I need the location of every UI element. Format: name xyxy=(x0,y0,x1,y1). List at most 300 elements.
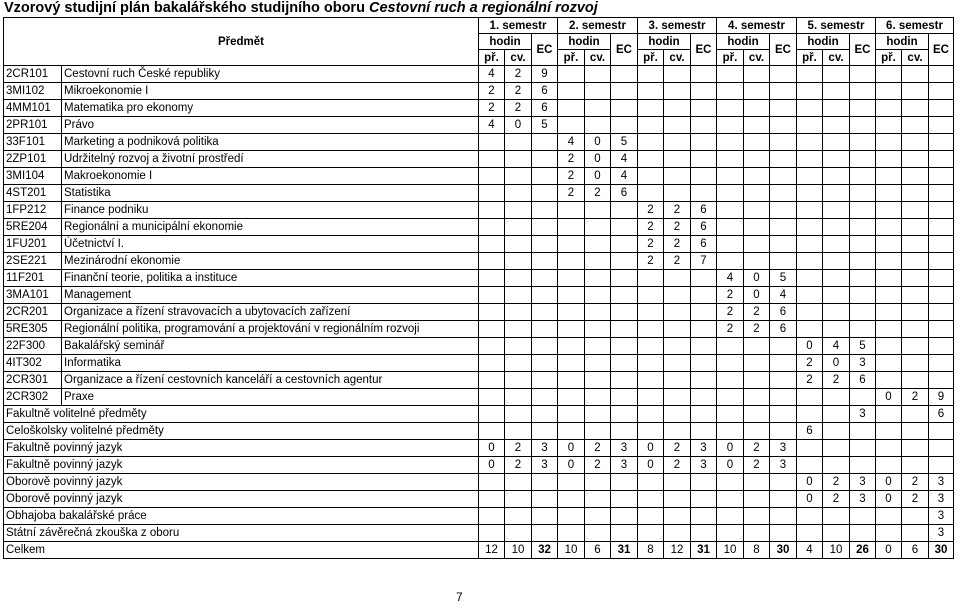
course-name: Organizace a řízení stravovacích a ubytovacích zařízení xyxy=(62,304,479,321)
empty-cell xyxy=(876,83,902,100)
empty-cell xyxy=(902,151,929,168)
ec-header: EC xyxy=(929,34,954,66)
course-name: Regionální a municipální ekonomie xyxy=(62,219,479,236)
empty-cell xyxy=(558,372,585,389)
empty-cell xyxy=(850,219,876,236)
row-value: 2 xyxy=(505,440,532,457)
empty-cell xyxy=(717,185,744,202)
course-value: 2 xyxy=(638,202,664,219)
empty-cell xyxy=(902,66,929,83)
empty-cell xyxy=(744,236,770,253)
exercise-header: cv. xyxy=(902,50,929,66)
course-value: 6 xyxy=(691,236,717,253)
course-code: 2ZP101 xyxy=(4,151,62,168)
row-value xyxy=(770,525,797,542)
empty-cell xyxy=(558,236,585,253)
empty-cell xyxy=(505,253,532,270)
empty-cell xyxy=(770,202,797,219)
empty-cell xyxy=(532,168,558,185)
total-value: 6 xyxy=(902,542,929,559)
empty-cell xyxy=(850,270,876,287)
total-value: 10 xyxy=(823,542,850,559)
empty-cell xyxy=(638,338,664,355)
empty-cell xyxy=(585,270,611,287)
total-value: 32 xyxy=(532,542,558,559)
empty-cell xyxy=(532,389,558,406)
row-value xyxy=(638,423,664,440)
empty-cell xyxy=(770,219,797,236)
table-row xyxy=(4,304,954,321)
row-label: Obhajoba bakalářské práce xyxy=(4,508,479,525)
study-plan-table xyxy=(3,17,954,559)
row-value xyxy=(902,525,929,542)
hours-header: hodin xyxy=(638,34,691,50)
row-value: 0 xyxy=(479,440,505,457)
empty-cell xyxy=(902,117,929,134)
table-row xyxy=(4,253,954,270)
row-value xyxy=(558,423,585,440)
empty-cell xyxy=(638,117,664,134)
course-code: 2CR301 xyxy=(4,372,62,389)
empty-cell xyxy=(505,185,532,202)
empty-cell xyxy=(558,83,585,100)
empty-cell xyxy=(638,168,664,185)
empty-cell xyxy=(797,168,823,185)
empty-cell xyxy=(823,151,850,168)
total-value: 30 xyxy=(770,542,797,559)
empty-cell xyxy=(505,338,532,355)
empty-cell xyxy=(664,372,691,389)
empty-cell xyxy=(585,287,611,304)
empty-cell xyxy=(929,151,954,168)
empty-cell xyxy=(744,117,770,134)
empty-cell xyxy=(717,134,744,151)
course-value: 4 xyxy=(611,168,638,185)
empty-cell xyxy=(929,134,954,151)
empty-cell xyxy=(691,338,717,355)
empty-cell xyxy=(479,287,505,304)
table-row xyxy=(4,525,954,542)
course-value: 6 xyxy=(770,321,797,338)
empty-cell xyxy=(532,270,558,287)
row-value xyxy=(902,508,929,525)
course-code: 11F201 xyxy=(4,270,62,287)
table-row xyxy=(4,338,954,355)
empty-cell xyxy=(664,83,691,100)
row-value: 2 xyxy=(585,440,611,457)
row-value xyxy=(558,406,585,423)
empty-cell xyxy=(638,389,664,406)
course-value: 3 xyxy=(850,355,876,372)
course-name: Management xyxy=(62,287,479,304)
row-value xyxy=(797,440,823,457)
row-value: 3 xyxy=(691,457,717,474)
course-value: 2 xyxy=(664,219,691,236)
row-value: 2 xyxy=(823,474,850,491)
empty-cell xyxy=(929,83,954,100)
empty-cell xyxy=(823,304,850,321)
exercise-header: cv. xyxy=(585,50,611,66)
row-value xyxy=(902,406,929,423)
course-value: 6 xyxy=(532,100,558,117)
empty-cell xyxy=(876,100,902,117)
course-code: 2CR201 xyxy=(4,304,62,321)
hours-header: hodin xyxy=(558,34,611,50)
row-value xyxy=(717,423,744,440)
empty-cell xyxy=(823,117,850,134)
empty-cell xyxy=(611,117,638,134)
empty-cell xyxy=(611,338,638,355)
row-value xyxy=(902,457,929,474)
lecture-header: př. xyxy=(479,50,505,66)
empty-cell xyxy=(876,253,902,270)
empty-cell xyxy=(876,304,902,321)
row-value xyxy=(691,491,717,508)
row-value xyxy=(744,474,770,491)
empty-cell xyxy=(611,270,638,287)
total-value: 10 xyxy=(558,542,585,559)
row-value xyxy=(797,406,823,423)
row-value xyxy=(744,423,770,440)
empty-cell xyxy=(505,321,532,338)
lecture-header: př. xyxy=(876,50,902,66)
empty-cell xyxy=(717,83,744,100)
table-row xyxy=(4,117,954,134)
row-value: 3 xyxy=(850,491,876,508)
row-label: Fakultně povinný jazyk xyxy=(4,440,479,457)
empty-cell xyxy=(558,253,585,270)
exercise-header: cv. xyxy=(505,50,532,66)
course-value: 5 xyxy=(532,117,558,134)
row-value xyxy=(717,508,744,525)
course-name: Organizace a řízení cestovních kanceláří a cestovních agentur xyxy=(62,372,479,389)
empty-cell xyxy=(902,270,929,287)
row-value xyxy=(850,440,876,457)
row-value xyxy=(691,525,717,542)
empty-cell xyxy=(876,185,902,202)
empty-cell xyxy=(929,202,954,219)
empty-cell xyxy=(717,202,744,219)
total-value: 0 xyxy=(876,542,902,559)
total-value: 30 xyxy=(929,542,954,559)
course-value: 2 xyxy=(479,100,505,117)
empty-cell xyxy=(558,287,585,304)
empty-cell xyxy=(744,185,770,202)
row-value xyxy=(797,457,823,474)
row-value: 6 xyxy=(929,406,954,423)
empty-cell xyxy=(929,219,954,236)
row-value xyxy=(532,423,558,440)
empty-cell xyxy=(532,202,558,219)
row-value xyxy=(797,525,823,542)
course-value: 4 xyxy=(611,151,638,168)
course-code: 1FU201 xyxy=(4,236,62,253)
table-row xyxy=(4,474,954,491)
course-code: 3MI104 xyxy=(4,168,62,185)
exercise-header: cv. xyxy=(823,50,850,66)
empty-cell xyxy=(902,100,929,117)
empty-cell xyxy=(929,117,954,134)
course-value: 4 xyxy=(479,66,505,83)
course-value: 6 xyxy=(611,185,638,202)
table-row xyxy=(4,355,954,372)
empty-cell xyxy=(532,253,558,270)
empty-cell xyxy=(770,253,797,270)
empty-cell xyxy=(823,202,850,219)
empty-cell xyxy=(929,236,954,253)
empty-cell xyxy=(902,287,929,304)
course-name: Finance podniku xyxy=(62,202,479,219)
empty-cell xyxy=(770,355,797,372)
total-value: 4 xyxy=(797,542,823,559)
row-label: Oborově povinný jazyk xyxy=(4,474,479,491)
empty-cell xyxy=(717,372,744,389)
empty-cell xyxy=(664,168,691,185)
empty-cell xyxy=(876,219,902,236)
course-value: 6 xyxy=(850,372,876,389)
row-value xyxy=(585,508,611,525)
empty-cell xyxy=(479,355,505,372)
table-row xyxy=(4,389,954,406)
empty-cell xyxy=(797,66,823,83)
table-row xyxy=(4,321,954,338)
course-value: 4 xyxy=(717,270,744,287)
empty-cell xyxy=(850,134,876,151)
total-value: 10 xyxy=(505,542,532,559)
empty-cell xyxy=(611,253,638,270)
empty-cell xyxy=(902,338,929,355)
empty-cell xyxy=(902,185,929,202)
empty-cell xyxy=(479,270,505,287)
empty-cell xyxy=(770,389,797,406)
empty-cell xyxy=(638,355,664,372)
empty-cell xyxy=(797,83,823,100)
empty-cell xyxy=(611,100,638,117)
empty-cell xyxy=(850,321,876,338)
total-value: 12 xyxy=(664,542,691,559)
empty-cell xyxy=(505,134,532,151)
row-value xyxy=(876,440,902,457)
empty-cell xyxy=(479,372,505,389)
row-value: 3 xyxy=(611,457,638,474)
empty-cell xyxy=(479,151,505,168)
row-value xyxy=(770,508,797,525)
row-value: 2 xyxy=(664,440,691,457)
course-name: Mikroekonomie I xyxy=(62,83,479,100)
semester-header: 6. semestr xyxy=(876,18,954,34)
table-row xyxy=(4,168,954,185)
row-value: 3 xyxy=(929,474,954,491)
row-value: 3 xyxy=(611,440,638,457)
course-value: 2 xyxy=(664,253,691,270)
row-value xyxy=(558,525,585,542)
empty-cell xyxy=(929,372,954,389)
row-value xyxy=(717,406,744,423)
empty-cell xyxy=(717,338,744,355)
course-value: 2 xyxy=(585,185,611,202)
table-row xyxy=(4,457,954,474)
empty-cell xyxy=(585,253,611,270)
empty-cell xyxy=(929,168,954,185)
row-value: 3 xyxy=(929,508,954,525)
empty-cell xyxy=(902,134,929,151)
ec-header: EC xyxy=(691,34,717,66)
row-value xyxy=(664,406,691,423)
row-value xyxy=(611,525,638,542)
row-value xyxy=(638,525,664,542)
row-value xyxy=(611,491,638,508)
course-value: 5 xyxy=(611,134,638,151)
row-value xyxy=(505,525,532,542)
empty-cell xyxy=(929,321,954,338)
row-value xyxy=(479,491,505,508)
empty-cell xyxy=(638,83,664,100)
empty-cell xyxy=(558,219,585,236)
empty-cell xyxy=(902,168,929,185)
empty-cell xyxy=(505,151,532,168)
row-value xyxy=(585,491,611,508)
empty-cell xyxy=(850,304,876,321)
empty-cell xyxy=(744,83,770,100)
row-value xyxy=(558,508,585,525)
row-value xyxy=(532,508,558,525)
row-label: Oborově povinný jazyk xyxy=(4,491,479,508)
empty-cell xyxy=(770,66,797,83)
empty-cell xyxy=(479,253,505,270)
empty-cell xyxy=(797,389,823,406)
course-code: 1FP212 xyxy=(4,202,62,219)
course-value: 2 xyxy=(638,219,664,236)
empty-cell xyxy=(558,66,585,83)
empty-cell xyxy=(876,372,902,389)
empty-cell xyxy=(717,117,744,134)
empty-cell xyxy=(850,236,876,253)
course-value: 0 xyxy=(744,270,770,287)
empty-cell xyxy=(823,253,850,270)
course-value: 2 xyxy=(744,321,770,338)
empty-cell xyxy=(902,355,929,372)
empty-cell xyxy=(929,270,954,287)
hours-header: hodin xyxy=(797,34,850,50)
empty-cell xyxy=(611,66,638,83)
empty-cell xyxy=(558,202,585,219)
course-value: 4 xyxy=(558,134,585,151)
empty-cell xyxy=(929,287,954,304)
row-value xyxy=(505,474,532,491)
course-value: 9 xyxy=(532,66,558,83)
title-prefix: Vzorový studijní plán bakalářského studijního oboru xyxy=(4,0,369,16)
row-value xyxy=(876,406,902,423)
empty-cell xyxy=(664,355,691,372)
total-value: 12 xyxy=(479,542,505,559)
page-title xyxy=(4,0,598,16)
table-row xyxy=(4,134,954,151)
empty-cell xyxy=(876,134,902,151)
empty-cell xyxy=(585,219,611,236)
course-value: 2 xyxy=(505,100,532,117)
lecture-header: př. xyxy=(797,50,823,66)
empty-cell xyxy=(611,287,638,304)
empty-cell xyxy=(902,372,929,389)
row-value: 2 xyxy=(744,440,770,457)
course-value: 2 xyxy=(505,83,532,100)
course-value: 2 xyxy=(558,151,585,168)
row-value xyxy=(876,457,902,474)
row-value xyxy=(876,423,902,440)
empty-cell xyxy=(823,100,850,117)
empty-cell xyxy=(770,134,797,151)
empty-cell xyxy=(902,219,929,236)
empty-cell xyxy=(717,100,744,117)
course-name: Matematika pro ekonomy xyxy=(62,100,479,117)
row-value xyxy=(744,525,770,542)
row-value xyxy=(611,474,638,491)
course-value: 4 xyxy=(770,287,797,304)
row-value xyxy=(505,423,532,440)
course-value: 2 xyxy=(823,372,850,389)
empty-cell xyxy=(611,83,638,100)
empty-cell xyxy=(638,321,664,338)
empty-cell xyxy=(902,202,929,219)
row-value: 2 xyxy=(585,457,611,474)
row-value: 6 xyxy=(797,423,823,440)
row-value xyxy=(691,508,717,525)
course-code: 2CR302 xyxy=(4,389,62,406)
row-value: 0 xyxy=(638,457,664,474)
row-value: 3 xyxy=(929,491,954,508)
empty-cell xyxy=(850,253,876,270)
course-code: 5RE305 xyxy=(4,321,62,338)
empty-cell xyxy=(664,151,691,168)
course-code: 22F300 xyxy=(4,338,62,355)
row-value xyxy=(770,423,797,440)
empty-cell xyxy=(770,117,797,134)
row-value xyxy=(823,457,850,474)
empty-cell xyxy=(770,100,797,117)
lecture-header: př. xyxy=(558,50,585,66)
empty-cell xyxy=(558,389,585,406)
empty-cell xyxy=(611,219,638,236)
empty-cell xyxy=(876,66,902,83)
empty-cell xyxy=(691,151,717,168)
empty-cell xyxy=(797,253,823,270)
row-value xyxy=(505,406,532,423)
empty-cell xyxy=(850,185,876,202)
empty-cell xyxy=(479,219,505,236)
course-value: 6 xyxy=(691,219,717,236)
empty-cell xyxy=(691,117,717,134)
row-value xyxy=(717,525,744,542)
row-value xyxy=(691,474,717,491)
course-value: 0 xyxy=(585,151,611,168)
empty-cell xyxy=(585,202,611,219)
empty-cell xyxy=(876,151,902,168)
empty-cell xyxy=(744,202,770,219)
table-row xyxy=(4,270,954,287)
empty-cell xyxy=(797,134,823,151)
empty-cell xyxy=(744,134,770,151)
empty-cell xyxy=(770,185,797,202)
table-row xyxy=(4,440,954,457)
row-value xyxy=(744,508,770,525)
row-value: 0 xyxy=(797,474,823,491)
row-value: 0 xyxy=(717,440,744,457)
empty-cell xyxy=(717,66,744,83)
empty-cell xyxy=(585,304,611,321)
empty-cell xyxy=(850,66,876,83)
ec-header: EC xyxy=(770,34,797,66)
empty-cell xyxy=(505,355,532,372)
